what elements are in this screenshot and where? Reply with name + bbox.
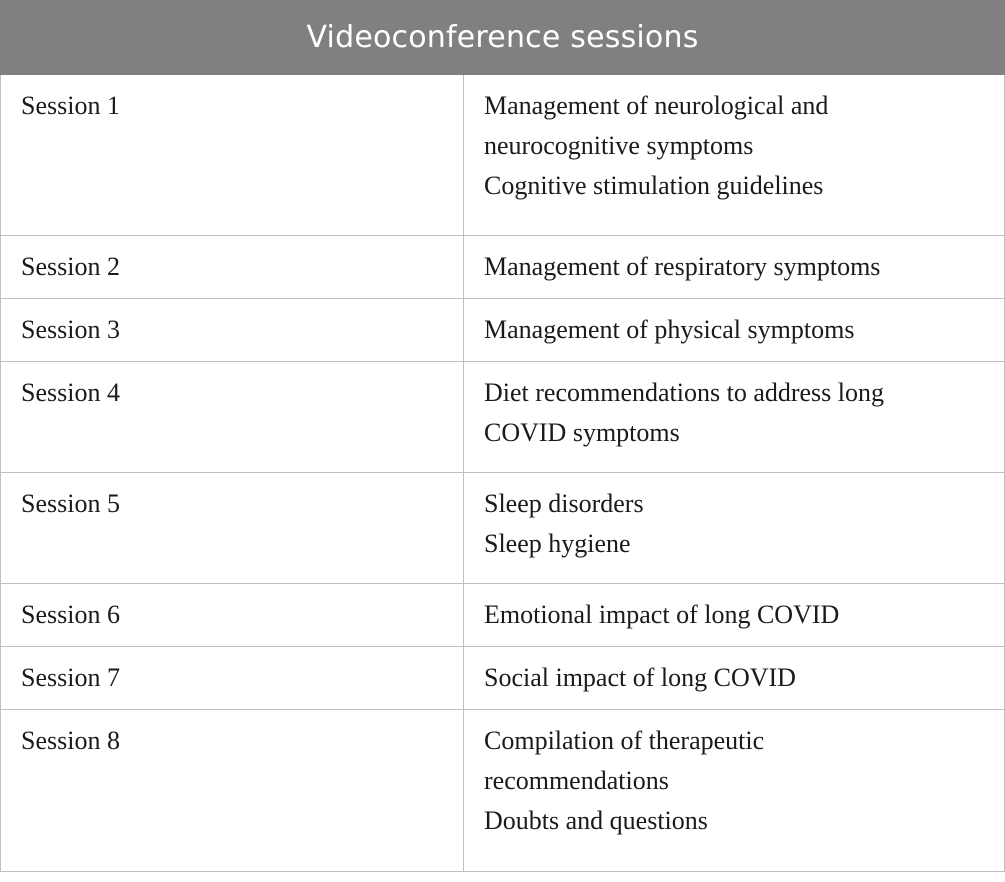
session-label: Session 8 — [21, 726, 120, 755]
table-row — [1, 75, 1005, 236]
table-row — [1, 299, 1005, 362]
session-label: Session 1 — [21, 91, 120, 120]
table-row — [1, 473, 1005, 584]
session-cell — [1, 647, 464, 710]
topics-cell — [464, 584, 1005, 647]
topic-line: Sleep hygiene — [484, 529, 631, 558]
session-cell — [1, 710, 464, 872]
table-header-row — [1, 1, 1005, 75]
topic-line: Doubts and questions — [484, 806, 708, 835]
topics-cell — [464, 647, 1005, 710]
topic-line: recommendations — [484, 766, 669, 795]
topics-cell — [464, 473, 1005, 584]
topic-line: Diet recommendations to address long — [484, 378, 885, 407]
topics-cell — [464, 236, 1005, 299]
session-cell — [1, 473, 464, 584]
topic-line: Management of respiratory symptoms — [484, 252, 881, 281]
table-row — [1, 710, 1005, 872]
table-row — [1, 236, 1005, 299]
session-label: Session 2 — [21, 252, 120, 281]
session-cell — [1, 584, 464, 647]
topic-line: Emotional impact of long COVID — [484, 600, 840, 629]
table-row — [1, 584, 1005, 647]
session-label: Session 4 — [21, 378, 120, 407]
topic-line: COVID symptoms — [484, 418, 680, 447]
topics-cell — [464, 362, 1005, 473]
table-header: Videoconference sessions — [1, 1, 1005, 75]
topic-line: Cognitive stimulation guidelines — [484, 171, 824, 200]
session-label: Session 7 — [21, 663, 120, 692]
topic-line: Management of physical symptoms — [484, 315, 855, 344]
session-label: Session 6 — [21, 600, 120, 629]
session-cell — [1, 299, 464, 362]
session-label: Session 3 — [21, 315, 120, 344]
topic-line: Social impact of long COVID — [484, 663, 796, 692]
session-cell — [1, 75, 464, 236]
table-row — [1, 647, 1005, 710]
topics-cell — [464, 299, 1005, 362]
topic-line: Compilation of therapeutic — [484, 726, 765, 755]
session-cell — [1, 362, 464, 473]
session-cell — [1, 236, 464, 299]
topic-line: Management of neurological and — [484, 91, 829, 120]
topics-cell — [464, 75, 1005, 236]
topic-line: Sleep disorders — [484, 489, 644, 518]
topics-cell — [464, 710, 1005, 872]
topic-line: neurocognitive symptoms — [484, 131, 754, 160]
table-row — [1, 362, 1005, 473]
session-label: Session 5 — [21, 489, 120, 518]
